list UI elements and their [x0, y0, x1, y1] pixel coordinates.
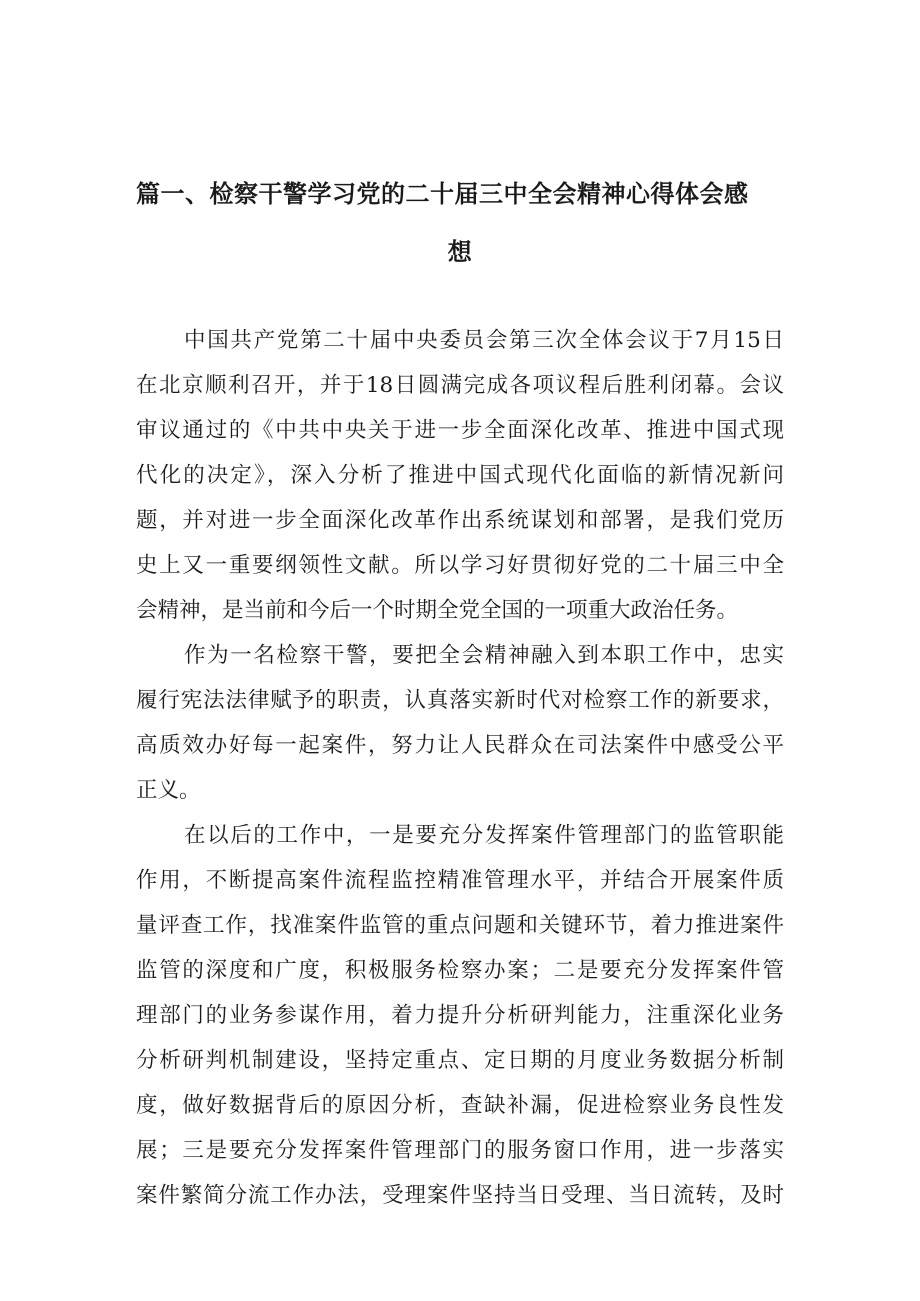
paragraph-1-line: 中国共产党第二十届中央委员会第三次全体会议于7月15日: [184, 328, 784, 353]
paragraph-3-line: 度，做好数据背后的原因分析，查缺补漏，促进检察业务良性发: [136, 1093, 784, 1118]
paragraph-3-line: 监管的深度和广度，积极服务检察办案；二是要充分发挥案件管: [136, 958, 784, 983]
paragraph-1-line: 在北京顺利召开，并于18日圆满完成各项议程后胜利闭幕。会议: [136, 373, 784, 398]
document-title-line-2: 想: [447, 238, 473, 266]
paragraph-3-line: 作用，不断提高案件流程监控精准管理水平，并结合开展案件质: [136, 868, 784, 893]
paragraph-2-line: 正义。: [136, 778, 201, 803]
paragraph-3-line: 分析研判机制建设，坚持定重点、定日期的月度业务数据分析制: [136, 1048, 784, 1073]
paragraph-3-line: 案件繁简分流工作办法，受理案件坚持当日受理、当日流转，及时: [136, 1183, 784, 1208]
paragraph-3-line: 理部门的业务参谋作用，着力提升分析研判能力，注重深化业务: [136, 1003, 784, 1028]
paragraph-1-line: 代化的决定》，深入分析了推进中国式现代化面临的新情况新问: [136, 463, 784, 488]
paragraph-3-line: 量评查工作，找准案件监管的重点问题和关键环节，着力推进案件: [136, 913, 784, 938]
paragraph-3-line: 展；三是要充分发挥案件管理部门的服务窗口作用，进一步落实: [136, 1138, 784, 1163]
paragraph-3-line: 在以后的工作中，一是要充分发挥案件管理部门的监管职能: [184, 823, 784, 848]
paragraph-1-line: 史上又一重要纲领性文献。所以学习好贯彻好党的二十届三中全: [136, 553, 784, 578]
paragraph-2-line: 履行宪法法律赋予的职责，认真落实新时代对检察工作的新要求，: [136, 688, 784, 713]
paragraph-2-line: 作为一名检察干警，要把全会精神融入到本职工作中，忠实: [184, 643, 784, 668]
document-title-line-1: 篇一、检察干警学习党的二十届三中全会精神心得体会感: [136, 180, 749, 208]
paragraph-1-line: 题，并对进一步全面深化改革作出系统谋划和部署，是我们党历: [136, 508, 784, 533]
paragraph-2-line: 高质效办好每一起案件，努力让人民群众在司法案件中感受公平: [136, 733, 784, 758]
paragraph-1-line: 会精神，是当前和今后一个时期全党全国的一项重大政治任务。: [136, 598, 739, 623]
paragraph-1-line: 审议通过的《中共中央关于进一步全面深化改革、推进中国式现: [136, 418, 784, 443]
